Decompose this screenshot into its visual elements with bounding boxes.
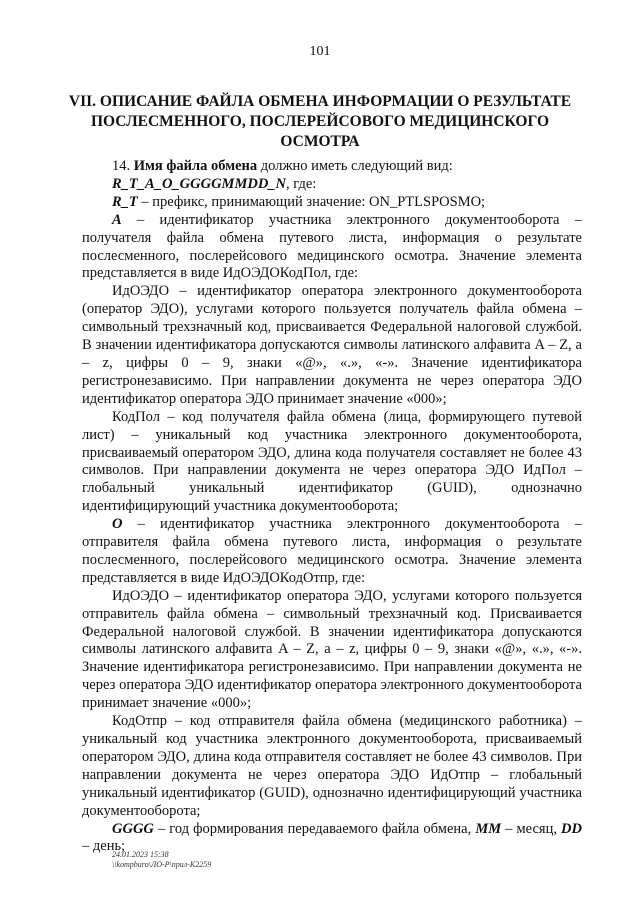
paragraph-file-name-intro [82, 158, 582, 176]
paragraph-text: – день; [82, 838, 126, 855]
paragraph-recipient-code: КодПол – код получателя файла обмена (лица, формирующего путевой лист) – уникальный код участника электронного документооборота, присваиваемый оператором ЭДО, длина кода получателя составляет не более 43 символов. При направлении документа не через оператора ЭДО ИдПол – глобальный уникальный идентификатор (GUID), однозначно идентифицирующий участника документооборота; [82, 408, 582, 515]
paragraph-text: – месяц, [501, 820, 562, 837]
paragraph-edo-operator-id-sender: ИдОЭДО – идентификатор оператора ЭДО, услугами которого пользуется отправитель файла обмена – символьный трехзначный код. Присваивается Федеральной налоговой службой. В значении идентификатора допускаются символы латинского алфавита A – Z, a – z, цифры 0 – 9, знаки «@», «.», «-». Значение идентификатора регистронезависимо. При направлении документа не через оператора ЭДО идентификатор оператора электронного документооборота принимает значение «000»; [82, 587, 582, 712]
document-footer [112, 850, 211, 870]
term-year: GGGG [112, 820, 154, 837]
page-number: 101 [309, 44, 331, 59]
section-title [60, 92, 580, 152]
term-o: O [112, 516, 123, 533]
term-day: DD [561, 820, 582, 837]
paragraph-text: должно иметь следующий вид: [257, 158, 453, 174]
document-body [82, 158, 582, 856]
term-file-name: Имя файла обмена [133, 158, 258, 174]
paragraph-text: – год формирования передаваемого файла обмена, [153, 820, 476, 837]
paragraph-sender-id [82, 516, 582, 588]
paragraph-recipient-id [82, 212, 582, 284]
paragraph-file-name-pattern [82, 176, 582, 194]
title-line-1: VII. ОПИСАНИЕ ФАЙЛА ОБМЕНА ИНФОРМАЦИИ О РЕЗУЛЬТАТЕ [68, 93, 572, 110]
title-line-3: ОСМОТРА [280, 133, 360, 150]
footer-file-path: \\kompburo\ЛО-Р\прил-К2259 [112, 860, 212, 869]
paragraph-text: – идентификатор участника электронного документооборота – получателя файла обмена путевого листа, информация о результате послесменного, послерейсового медицинского осмотра. Значение элемента представляется в виде ИдОЭДОКодПол, где: [82, 211, 582, 282]
title-line-2: ПОСЛЕСМЕННОГО, ПОСЛЕРЕЙСОВОГО МЕДИЦИНСКОГО [90, 113, 549, 130]
term-prefix: R_T [112, 193, 138, 210]
paragraph-text: – префикс, принимающий значение: ON_PTLSPOSMO; [137, 193, 486, 210]
footer-timestamp: 24.01.2023 15:38 [112, 850, 169, 859]
term-a: A [112, 211, 122, 228]
item-number: 14. [112, 158, 134, 174]
term-month: MM [475, 820, 502, 837]
paragraph-prefix [82, 194, 582, 212]
file-name-pattern: R_T_A_O_GGGGMMDD_N [112, 175, 287, 192]
paragraph-text: – идентификатор участника электронного документооборота – отправителя файла обмена путевого листа, информация о результате послесменного, послерейсового медицинского осмотра. Значение элемента представляется в виде ИдОЭДОКодОтпр, где: [82, 516, 582, 586]
paragraph-text: , где: [286, 175, 317, 192]
paragraph-sender-code: КодОтпр – код отправителя файла обмена (медицинского работника) – уникальный код участника электронного документооборота, присваиваемый оператором ЭДО, длина кода отправителя составляет не более 43 символов. При направлении документа не через оператора ЭДО ИдОтпр – глобальный уникальный идентификатор (GUID), однозначно идентифицирующий участника документооборота; [82, 713, 582, 819]
paragraph-edo-operator-id-recipient: ИдОЭДО – идентификатор оператора электронного документооборота (оператор ЭДО), услугами которого пользуется получатель файла обмена – символьный трехзначный код, присваивается Федеральной налоговой службой. В значении идентификатора допускаются символы латинского алфавита A – Z, a – z, цифры 0 – 9, знаки «@», «.», «-». Значение идентификатора регистронезависимо. При направлении документа не через оператора ЭДО идентификатор оператора ЭДО принимает значение «000»; [82, 283, 582, 407]
